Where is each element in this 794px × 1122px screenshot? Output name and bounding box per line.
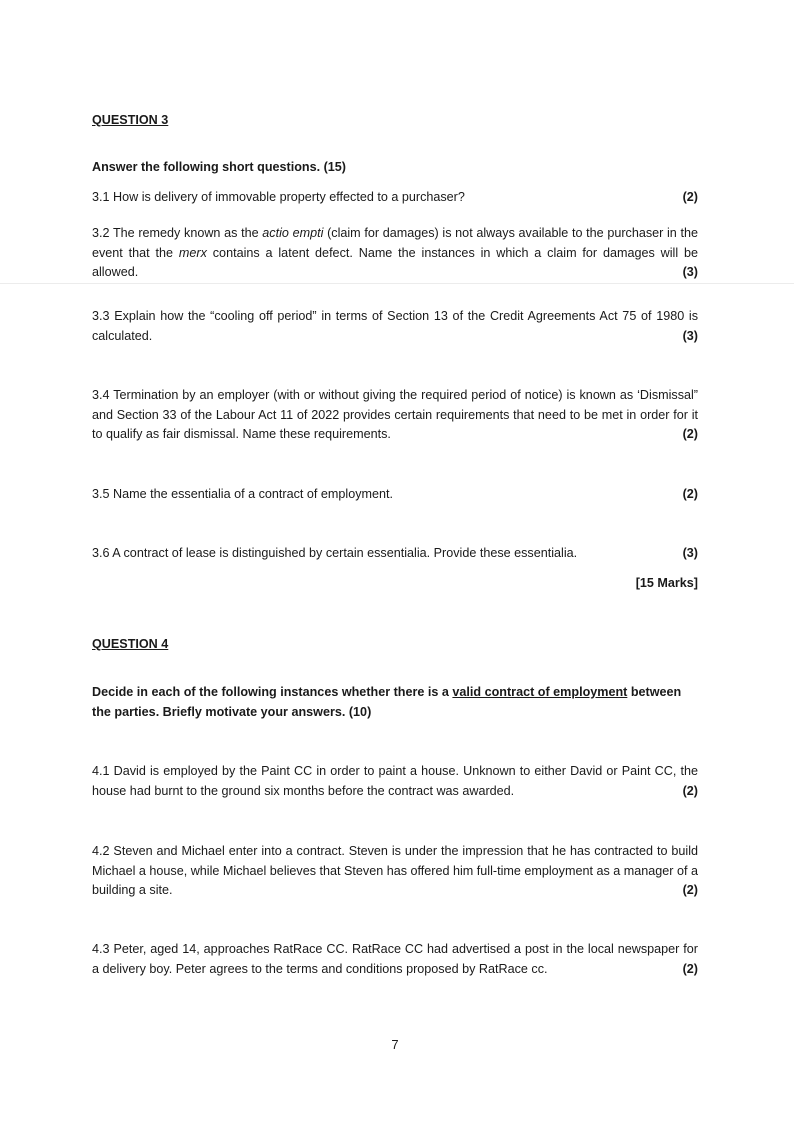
mark-allocation: (2) — [682, 961, 698, 976]
mark-allocation: (3) — [682, 265, 698, 279]
question-3-heading: QUESTION 3 — [92, 113, 169, 127]
question-3-4: 3.4 Termination by an employer (with or without giving the required period of notice) is known as ‘Dismissal” and Section 33 of the Labour Act 11 of 2022 provides certain requirements that need to be met in order for it to qualify as fair dismissal. Name these requirements. (2) — [92, 386, 698, 445]
mark-allocation: (2) — [682, 427, 698, 441]
question-3-1: 3.1 How is delivery of immovable property effected to a purchaser? (2) — [92, 188, 698, 208]
question-3-instruction: Answer the following short questions. (15) — [92, 160, 346, 174]
exam-page — [92, 0, 698, 1122]
question-4-3: 4.3 Peter, aged 14, approaches RatRace CC. RatRace CC had advertised a post in the local newspaper for a delivery boy. Peter agrees to the terms and conditions proposed by RatRace cc. (2) — [92, 940, 698, 979]
question-4-heading: QUESTION 4 — [92, 637, 169, 651]
question-4-2: 4.2 Steven and Michael enter into a contract. Steven is under the impression that he has contracted to build Michael a house, while Michael believes that Steven has offered him full-time employment as a manager of a building a site. (2) — [92, 842, 698, 901]
question-3-5: 3.5 Name the essentialia of a contract of employment. (2) — [92, 485, 698, 505]
mark-allocation: (2) — [682, 883, 698, 897]
mark-allocation: (2) — [682, 783, 698, 798]
question-4-instruction: Decide in each of the following instances whether there is a valid contract of employment between the parties. Briefly motivate your answers. (10) — [92, 685, 682, 719]
question-3-2: 3.2 The remedy known as the actio empti (claim for damages) is not always available to the purchaser in the event that the merx contains a latent defect. Name the instances in which a claim for damages will be allowed. (3) — [92, 224, 698, 283]
page-number: 7 — [391, 1037, 399, 1052]
mark-allocation: (2) — [682, 487, 698, 501]
question-3-6: 3.6 A contract of lease is distinguished by certain essentialia. Provide these essentialia. (3) — [92, 544, 698, 564]
question-3-total: [15 Marks] — [635, 576, 698, 590]
question-3-3: 3.3 Explain how the “cooling off period” in terms of Section 13 of the Credit Agreements Act 75 of 1980 is calculated. (3) — [92, 307, 698, 346]
scan-divider — [0, 283, 794, 284]
mark-allocation: (3) — [682, 546, 698, 560]
mark-allocation: (2) — [682, 190, 698, 204]
mark-allocation: (3) — [682, 328, 698, 343]
question-4-1: 4.1 David is employed by the Paint CC in order to paint a house. Unknown to either David or Paint CC, the house had burnt to the ground six months before the contract was awarded. (2) — [92, 762, 698, 801]
